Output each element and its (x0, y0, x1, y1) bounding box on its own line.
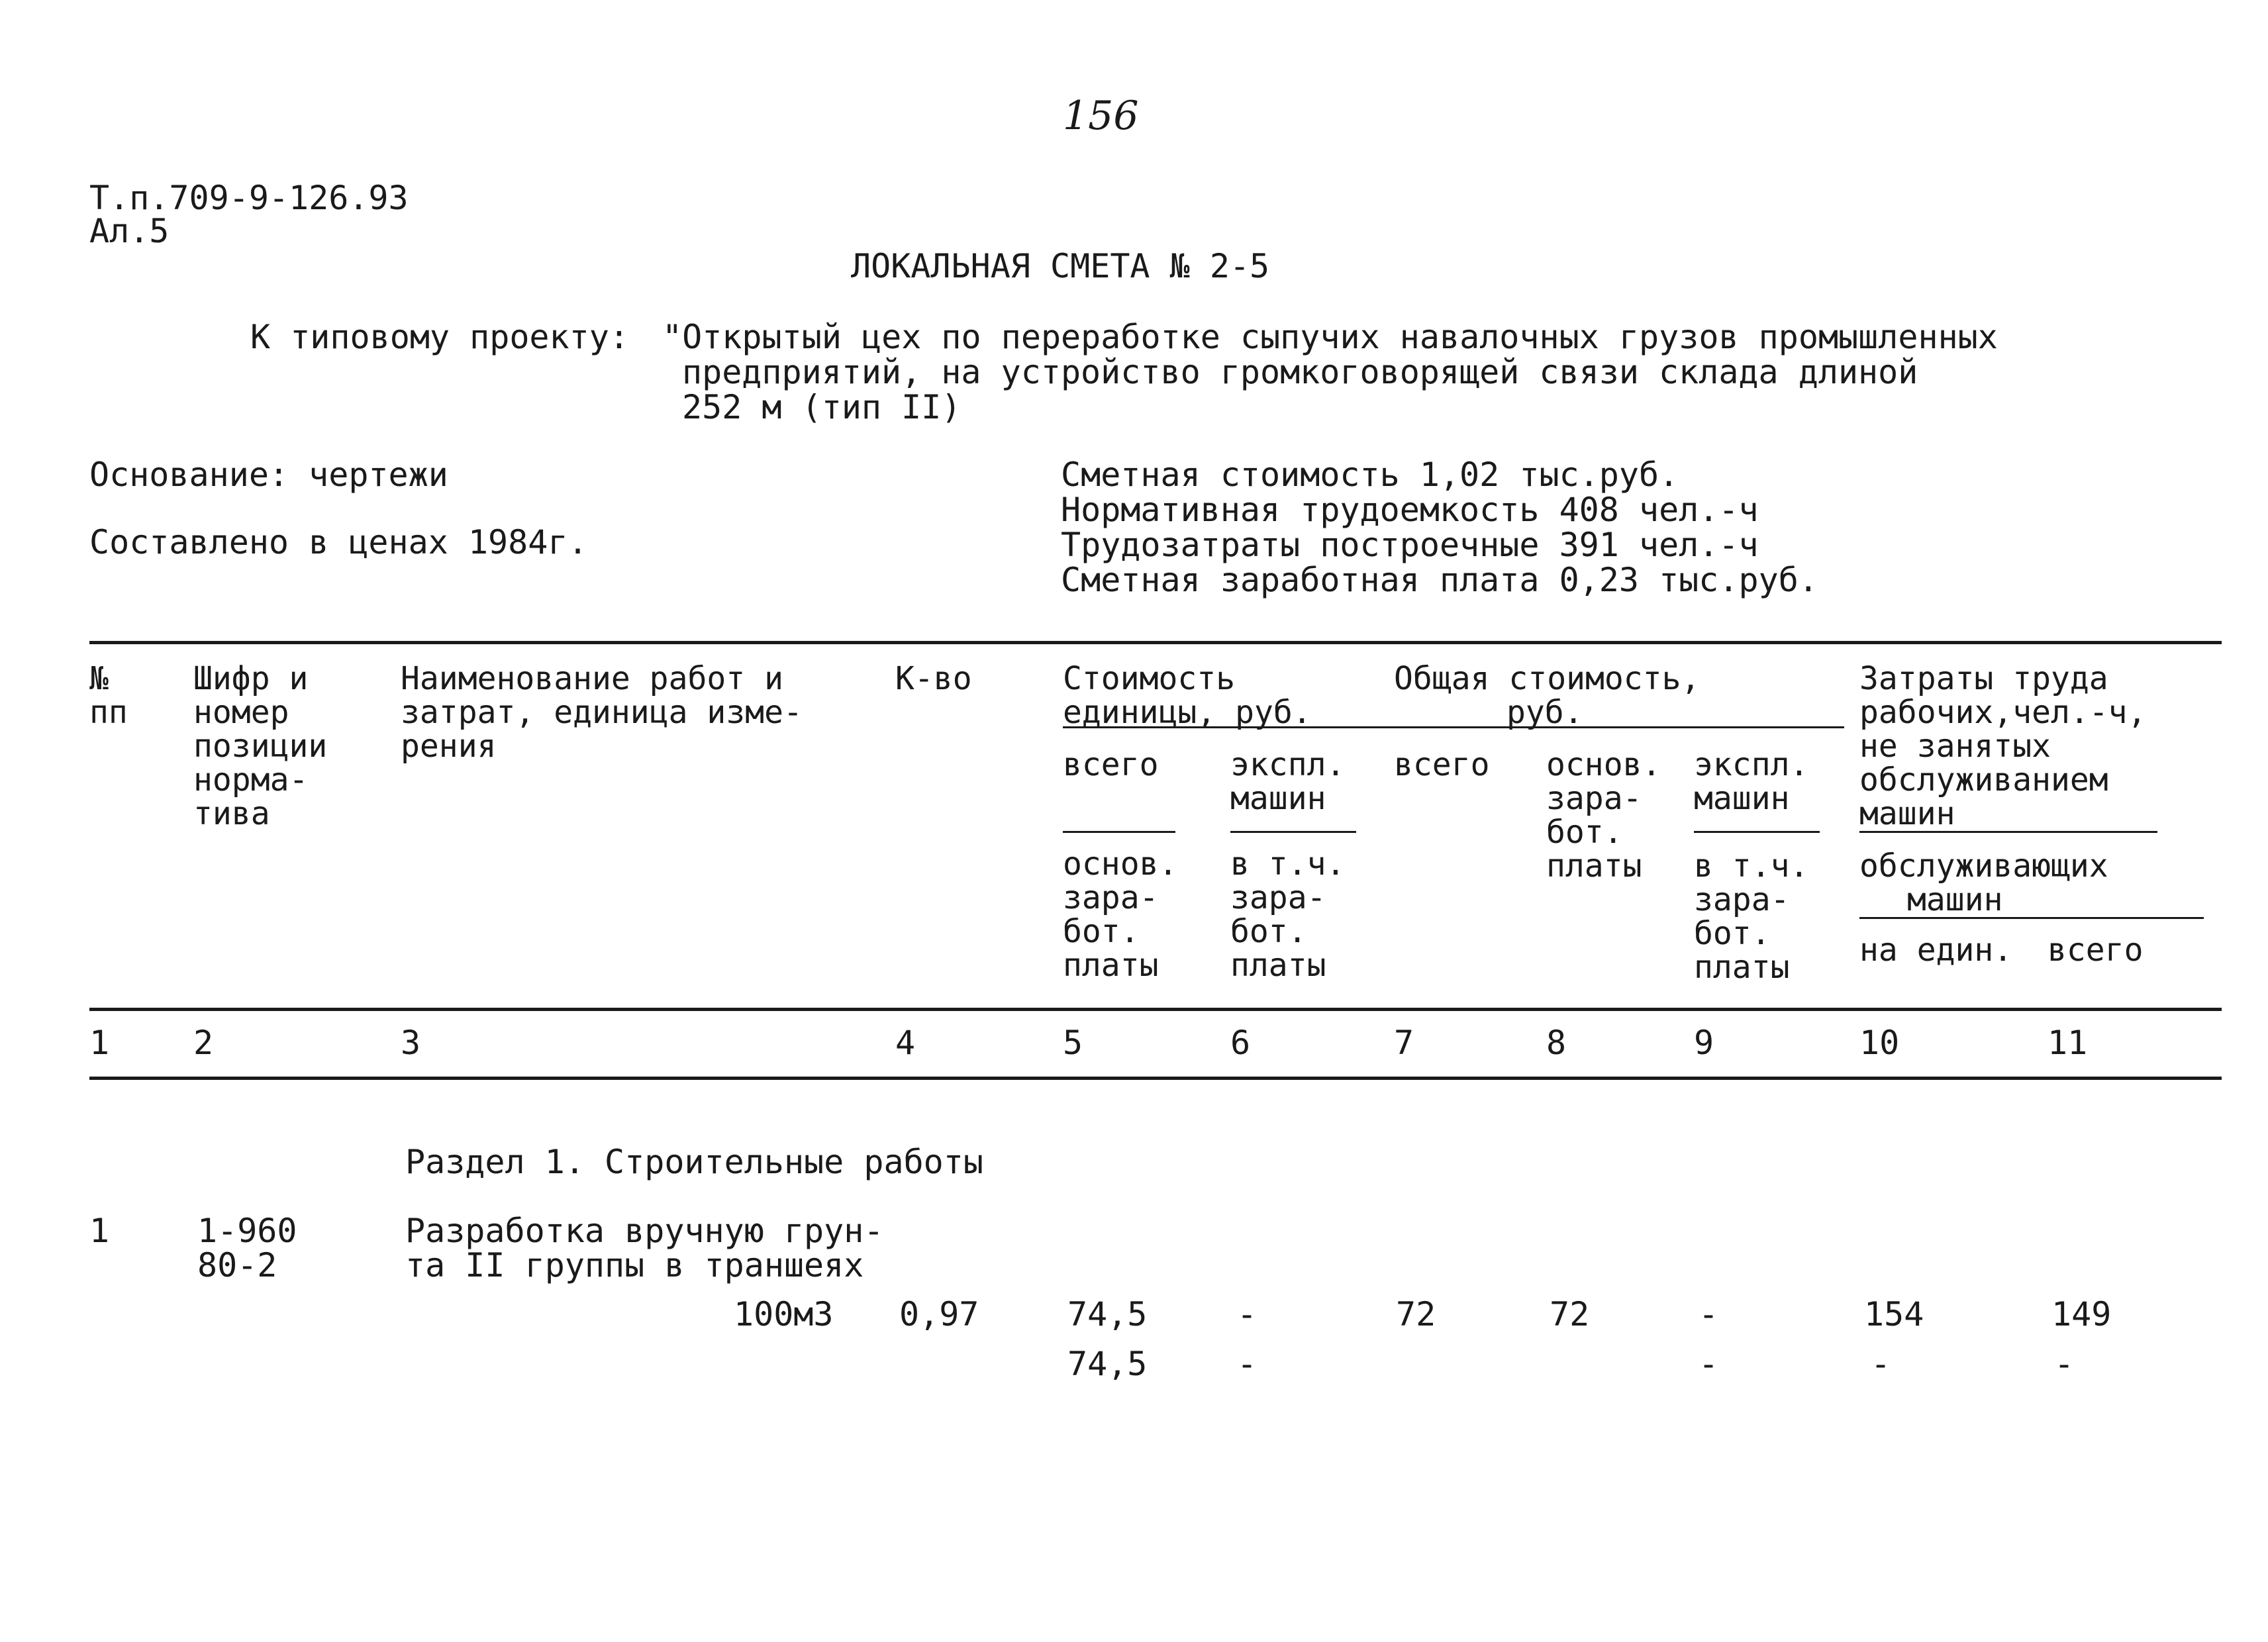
labor-rule (1859, 831, 2157, 833)
col-number: 6 (1230, 1024, 1251, 1062)
summary-cost: Сметная стоимость 1,02 тыс.руб. (1061, 456, 1679, 494)
header-labor: Затраты труда (1859, 660, 2108, 697)
header-name: затрат, единица изме- (401, 694, 803, 731)
header-serving-machines: машин (1907, 881, 2003, 918)
header-labor: рабочих,чел.-ч, (1859, 694, 2147, 731)
header-labor: обслуживанием (1859, 761, 2108, 798)
header-c11-total: всего (2047, 932, 2144, 969)
c5-rule (1063, 831, 1175, 833)
header-c8-wages: бот. (1546, 814, 1623, 851)
row-name: Разработка вручную грун- (405, 1212, 884, 1250)
row-qty: 0,97 (899, 1295, 979, 1333)
section-title: Раздел 1. Строительные работы (405, 1143, 983, 1181)
col-number: 3 (401, 1024, 421, 1062)
row-unit-cost-machine-wages: - (1237, 1345, 1257, 1383)
row-total-cost: 72 (1396, 1295, 1436, 1333)
table-top-rule (89, 641, 2222, 644)
col-number: 9 (1694, 1024, 1714, 1062)
col-number: 4 (895, 1024, 916, 1062)
header-c6-wages: платы (1230, 947, 1326, 984)
header-c6-machines: машин (1230, 780, 1326, 817)
row-code: 1-960 (197, 1212, 297, 1250)
row-serving-total: - (2054, 1345, 2075, 1383)
row-unit-cost-machines: - (1237, 1295, 1257, 1333)
col-number: 7 (1394, 1024, 1414, 1062)
header-c6-wages: зара- (1230, 879, 1326, 916)
header-num: пп (89, 694, 128, 731)
header-code: тива (193, 795, 270, 832)
header-c8-wages: основ. (1546, 746, 1661, 783)
header-code: норма- (193, 761, 309, 798)
header-c10-per-unit: на един. (1859, 932, 2013, 969)
header-code: Шифр и (193, 660, 309, 697)
col-numbers-bottom-rule (89, 1077, 2222, 1080)
header-qty: К-во (895, 660, 972, 697)
header-total-cost: руб. (1506, 694, 1583, 731)
summary-site-labor: Трудозатраты построечные 391 чел.-ч (1061, 526, 1759, 564)
row-serving-per-unit: - (1871, 1345, 1891, 1383)
header-unit-cost: единицы, руб. (1063, 694, 1312, 731)
header-labor: не занятых (1859, 728, 2051, 765)
price-basis: Составлено в ценах 1984г. (89, 523, 588, 561)
doc-title: ЛОКАЛЬНАЯ СМЕТА № 2-5 (851, 247, 1270, 285)
sheet-number: Ал.5 (89, 212, 170, 250)
row-name: та II группы в траншеях (405, 1246, 864, 1284)
col-number: 8 (1546, 1024, 1567, 1062)
col-number: 2 (193, 1024, 214, 1062)
basis: Основание: чертежи (89, 456, 448, 494)
header-name: рения (401, 728, 497, 765)
header-c9-wages: бот. (1694, 915, 1771, 952)
header-c9-machines: экспл. (1694, 746, 1809, 783)
header-c8-wages: зара- (1546, 780, 1642, 817)
doc-code: Т.п.709-9-126.93 (89, 179, 409, 217)
header-unit-cost: Стоимость (1063, 660, 1236, 697)
header-c8-wages: платы (1546, 847, 1642, 885)
group-rule (1063, 726, 1844, 728)
header-c9-machines: машин (1694, 780, 1790, 817)
row-code: 80-2 (197, 1246, 277, 1284)
header-c6-wages: бот. (1230, 913, 1307, 950)
header-c9-wages: платы (1694, 949, 1790, 986)
col-number: 11 (2047, 1024, 2088, 1062)
c6-rule (1230, 831, 1356, 833)
row-unit-cost-wages: 74,5 (1067, 1345, 1148, 1383)
header-c5-wages: зара- (1063, 879, 1159, 916)
serving-rule (1859, 917, 2204, 919)
header-code: позиции (193, 728, 328, 765)
header-name: Наименование работ и (401, 660, 783, 697)
header-c5-total: всего (1063, 746, 1159, 783)
header-c6-machines: экспл. (1230, 746, 1346, 783)
header-c5-wages: основ. (1063, 845, 1178, 883)
row-total-wages: 72 (1550, 1295, 1590, 1333)
project-label: К типовому проекту: (250, 318, 629, 356)
c9-rule (1694, 831, 1820, 833)
project-line-3: 252 м (тип II) (682, 388, 961, 426)
summary-wages: Сметная заработная плата 0,23 тыс.руб. (1061, 561, 1818, 599)
header-c5-wages: платы (1063, 947, 1159, 984)
summary-norm-labor: Нормативная трудоемкость 408 чел.-ч (1061, 491, 1759, 529)
row-unit: 100м3 (734, 1295, 834, 1333)
row-unit-cost-total: 74,5 (1067, 1295, 1148, 1333)
header-labor: машин (1859, 795, 1955, 832)
project-line-2: предприятий, на устройство громкоговорящей связи склада длиной (682, 353, 1918, 391)
header-c9-wages: зара- (1694, 881, 1790, 918)
col-number: 10 (1859, 1024, 1900, 1062)
header-total-cost: Общая стоимость, (1394, 660, 1701, 697)
header-c9-wages: в т.ч. (1694, 847, 1809, 885)
header-c7-total: всего (1394, 746, 1490, 783)
row-num: 1 (89, 1212, 110, 1250)
col-number: 5 (1063, 1024, 1083, 1062)
header-code: номер (193, 694, 289, 731)
header-serving-machines: обслуживающих (1859, 847, 2108, 885)
row-total-machine-wages: - (1699, 1345, 1719, 1383)
col-number: 1 (89, 1024, 110, 1062)
row-labor-per-unit: 154 (1864, 1295, 1924, 1333)
header-num: № (89, 660, 109, 697)
row-labor-total: 149 (2051, 1295, 2112, 1333)
row-total-machines: - (1699, 1295, 1719, 1333)
project-line-1: "Открытый цех по переработке сыпучих навалочных грузов промышленных (662, 318, 1998, 356)
col-numbers-top-rule (89, 1008, 2222, 1011)
header-c5-wages: бот. (1063, 913, 1140, 950)
page-number: 156 (1063, 93, 1139, 139)
header-c6-wages: в т.ч. (1230, 845, 1346, 883)
